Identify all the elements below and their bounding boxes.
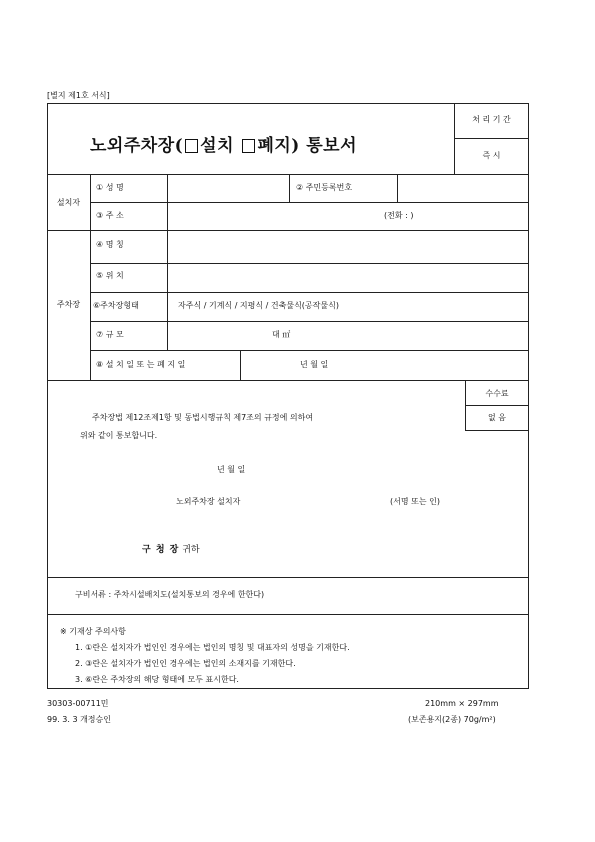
parking-name-label: ④ 명 칭 bbox=[96, 240, 124, 249]
address-label: ③ 주 소 bbox=[96, 211, 124, 220]
note-item-1: 1. ①란은 설치자가 법인인 경우에는 법인의 명칭 및 대표자의 성명을 기재한다. bbox=[75, 643, 350, 652]
notes-header: ※ 기재상 주의사항 bbox=[60, 627, 126, 636]
statute-text: 주차장법 제12조제1항 및 동법시행규칙 제7조의 규정에 의하여 bbox=[92, 413, 314, 422]
parking-size-label: ⑦ 규 모 bbox=[96, 330, 124, 339]
note-item-2: 2. ③란은 설치자가 법인인 경우에는 법인의 소재지를 기재한다. bbox=[75, 659, 296, 668]
date-label: ⑧ 설 치 일 또 는 폐 지 일 bbox=[96, 360, 186, 369]
approval-date: 99. 3. 3 개정승인 bbox=[47, 715, 111, 724]
rrn-field[interactable] bbox=[398, 175, 528, 201]
statute-text-cont: 위와 같이 통보합니다. bbox=[80, 431, 158, 440]
notification-date[interactable]: 년 월 일 bbox=[217, 465, 246, 474]
rrn-label: ② 주민등록번호 bbox=[296, 183, 353, 192]
parking-location-label: ⑤ 위 치 bbox=[96, 271, 124, 280]
installer-section-label: 설치자 bbox=[56, 198, 81, 207]
parking-type-options[interactable]: 자주식 / 기계식 / 지평식 / 건축물식(공작물식) bbox=[178, 301, 339, 310]
name-field[interactable] bbox=[168, 175, 288, 201]
parking-section-label: 주차장 bbox=[56, 300, 81, 309]
address-field[interactable] bbox=[168, 203, 378, 229]
install-checkbox[interactable] bbox=[185, 139, 198, 153]
close-checkbox[interactable] bbox=[242, 139, 255, 153]
fee-label: 수수료 bbox=[485, 389, 509, 398]
note-item-3: 3. ⑥란은 주차장의 해당 형태에 모두 표시한다. bbox=[75, 675, 239, 684]
sign-label[interactable]: (서명 또는 인) bbox=[390, 497, 440, 506]
form-title: 노외주차장( 설치 폐지) 통보서 bbox=[90, 136, 358, 156]
processing-period-label: 처 리 기 간 bbox=[472, 115, 511, 124]
parking-size-value[interactable]: 대 ㎡ bbox=[272, 330, 291, 339]
form-code: [별지 제1호 서식] bbox=[47, 91, 110, 100]
required-documents: 구비서류 : 주차시설배치도(설치통보의 경우에 한한다) bbox=[75, 590, 265, 599]
parking-location-field[interactable] bbox=[168, 264, 528, 291]
paper-size: 210mm × 297mm bbox=[425, 699, 499, 708]
phone-label: (전화 : ) bbox=[384, 211, 414, 220]
date-value[interactable]: 년 월 일 bbox=[300, 360, 329, 369]
parking-name-field[interactable] bbox=[168, 231, 528, 262]
parking-type-label: ⑥주차장형태 bbox=[93, 301, 139, 310]
signer-label: 노외주차장 설치자 bbox=[176, 497, 241, 506]
paper-type: (보존용지(2종) 70g/m²) bbox=[408, 715, 496, 724]
processing-period-value: 즉 시 bbox=[482, 151, 501, 160]
form-number: 30303-00711민 bbox=[47, 699, 109, 708]
name-label: ① 성 명 bbox=[96, 183, 124, 192]
fee-value: 없 음 bbox=[488, 413, 506, 422]
recipient: 구 청 장 귀하 bbox=[142, 545, 200, 555]
